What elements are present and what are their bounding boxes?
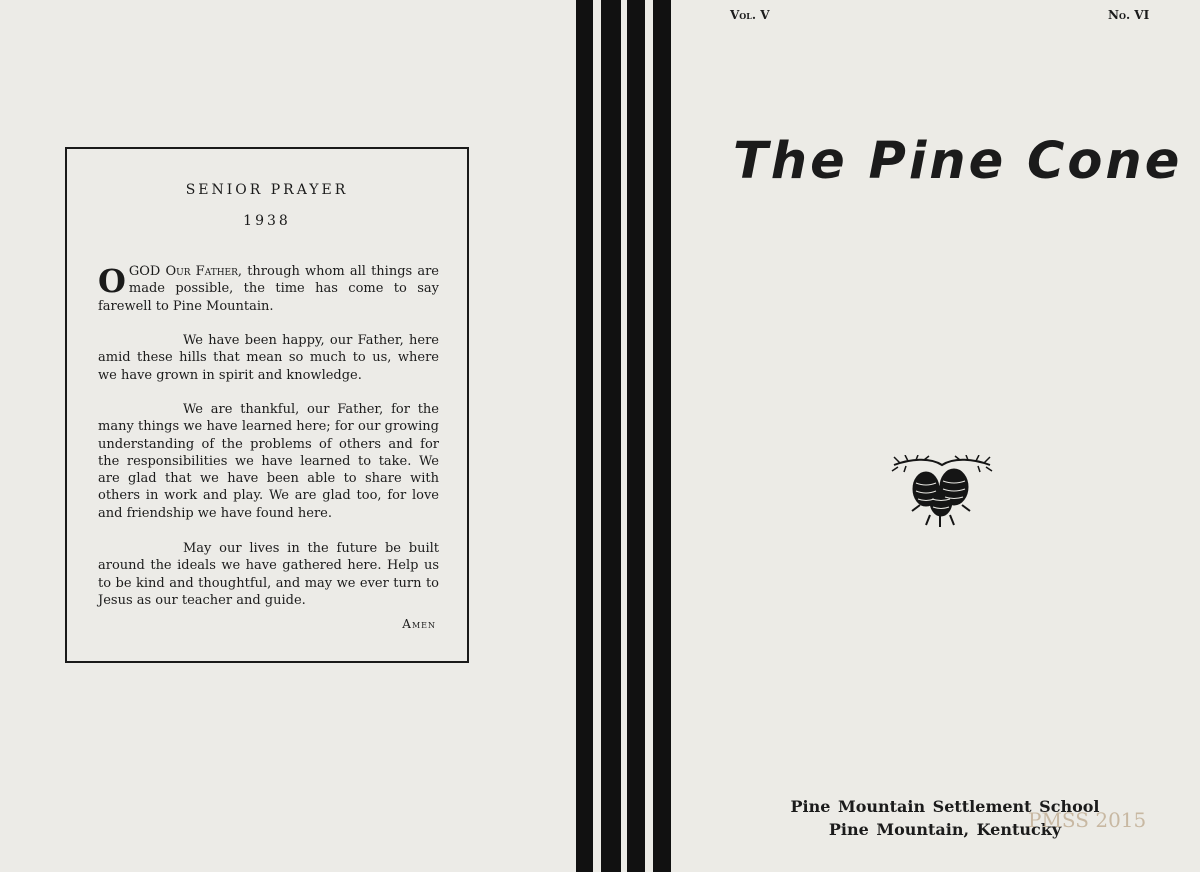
volume-label: Vol. V xyxy=(730,8,770,22)
spine-stripe xyxy=(627,0,645,872)
prayer-paragraph-3: We are thankful, our Father, for the many things we have learned here; for our growing understanding of the problems of others and for the responsibilities we have learned to take. We are glad that we have been able to share with others in work and play. We are glad too, for love and friendship we have found here. xyxy=(98,402,439,521)
publisher-name: Pine Mountain Settlement School xyxy=(790,797,1100,816)
prayer-paragraph-1 xyxy=(98,263,439,315)
prayer-paragraph-4: May our lives in the future be built around the ideals we have gathered here. Help us to be kind and thoughtful, and may we ever turn to Jesus as our teacher and guide. xyxy=(98,541,439,608)
paragraph-lead: GOD xyxy=(128,264,166,279)
watermark: PMSS 2015 xyxy=(1028,808,1147,832)
issue-number: No. VI xyxy=(1108,8,1150,22)
prayer-closing: Amen xyxy=(402,617,436,631)
paragraph-smallcaps: Our Father xyxy=(165,264,238,279)
prayer-paragraph-2: We have been happy, our Father, here amid these hills that mean so much to us, where we have grown in spirit and knowledge. xyxy=(98,333,439,383)
magazine-title: The Pine Cone xyxy=(733,132,1183,191)
publisher-location: Pine Mountain, Kentucky xyxy=(828,820,1062,839)
prayer-year: 1938 xyxy=(243,213,291,229)
left-page xyxy=(0,0,576,872)
spine-stripe xyxy=(653,0,671,872)
spine-stripe xyxy=(576,0,593,872)
right-page xyxy=(672,0,1200,872)
pine-cone-branch-icon xyxy=(890,455,994,527)
paragraph-rest: , through whom all things are made possible, the time has come to say farewell to Pine Mountain. xyxy=(98,264,439,314)
prayer-title: SENIOR PRAYER xyxy=(185,182,349,198)
prayer-box xyxy=(65,147,469,663)
spine-stripe xyxy=(601,0,621,872)
drop-cap: O xyxy=(98,262,126,300)
